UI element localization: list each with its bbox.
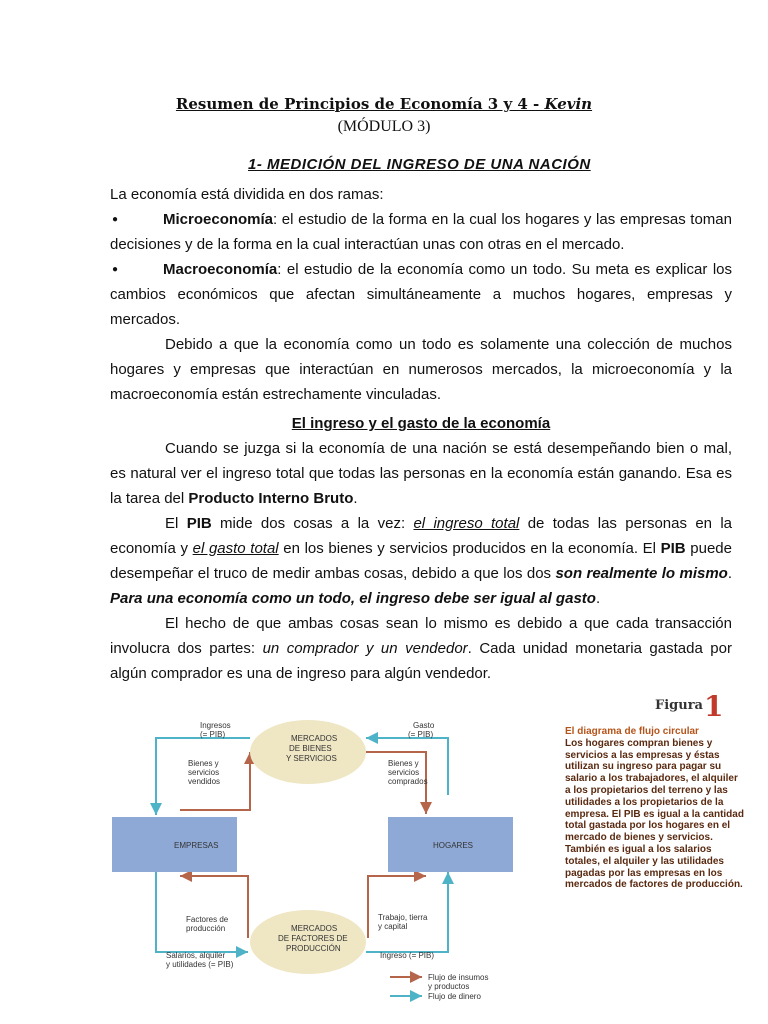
circular-flow-diagram [108, 690, 558, 1010]
document-body [110, 182, 732, 686]
svg-text:EMPRESAS HOGARES M: EMPRESAS HOGARES MERCADOS DE BIENES Y SERVICIOS MERCADOS DE FACTORES DE PRODUCCIÓN Ingresos (= PIB) Gasto (= PIB) Bienes y servicios vendidos Bienes y servicios comprados Factores de producción Trabajo, tierra y capital Salarios, alquiler y utilidades (= PIB) Ingreso (= PIB) Flujo de insumos y productos Flujo de dinero [166, 721, 489, 1001]
document-title: Resumen de Principios de Economía 3 y 4 - Kevin [175, 95, 593, 113]
bullet-macro: ● Macroeconomía: el estudio de la economía como un todo. Su meta es explicar los cambios económicos que afectan simultáneamente a muchos hogares, empresas y mercados. [110, 257, 732, 332]
caption-title: El diagrama de flujo circular [565, 726, 699, 737]
figure-caption [565, 726, 745, 891]
subheading: El ingreso y el gasto de la economía [291, 415, 551, 432]
bullet-icon: ● [112, 214, 119, 225]
section-heading: 1- MEDICIÓN DEL INGRESO DE UNA NACIÓN [248, 156, 591, 173]
intro-paragraph: La economía está dividida en dos ramas: [110, 186, 384, 203]
paragraph-3: El hecho de que ambas cosas sean lo mismo es debido a que cada transacción involucra dos partes: un comprador y un vendedor. Cada unidad monetaria gastada por algún comprador es una de ingreso para algún vendedor. [110, 615, 732, 682]
caption-text: Los hogares compran bienes y servicios a las empresas y éstas utilizan su ingreso para pagar su salario a los trabajadores, el alquiler a los propietarios del terreno y las utilidades a los propietarios de la empresa. El PIB es igual a la cantidad total gastada por los hogares en el mercado de bienes y servicios. También es igual a los salarios totales, el alquiler y las utilidades pagadas por las empresas en los mercados de factores de producción. [565, 737, 744, 891]
paragraph-1: Cuando se juzga si la economía de una nación se está desempeñando bien o mal, es natural ver el ingreso total que todas las personas en la economía están ganando. Esa es la tarea del Producto Interno Bruto. [110, 440, 732, 507]
author-name: Kevin [544, 95, 593, 113]
bullet-micro: ● Microeconomía: el estudio de la forma en la cual los hogares y las empresas toman decisiones y de la forma en la cual interactúan unas con otras en el mercado. [110, 207, 732, 257]
linked-paragraph: Debido a que la economía como un todo es solamente una colección de muchos hogares y empresas que interactúan en numerosos mercados, la microeconomía y la macroeconomía están estrechamente vinculadas. [110, 336, 732, 403]
bullet-icon: ● [112, 264, 119, 275]
hogares-label: HOGARES [433, 841, 474, 850]
money-flow-bottom-right [366, 872, 448, 952]
money-flow-bottom-left [156, 870, 248, 952]
figure-number: 1 [704, 690, 724, 723]
module-label: (MÓDULO 3) [337, 118, 431, 135]
empresas-label: EMPRESAS [174, 841, 219, 850]
paragraph-2: El PIB mide dos cosas a la vez: el ingreso total de todas las personas en la economía y el gasto total en los bienes y servicios producidos en la economía. El PIB puede desempeñar el truco de medir ambas cosas, debido a que los dos son realmente lo mismo. Para una economía como un todo, el ingreso debe ser igual al gasto. [110, 515, 733, 607]
figure-heading: Figura [655, 698, 703, 713]
